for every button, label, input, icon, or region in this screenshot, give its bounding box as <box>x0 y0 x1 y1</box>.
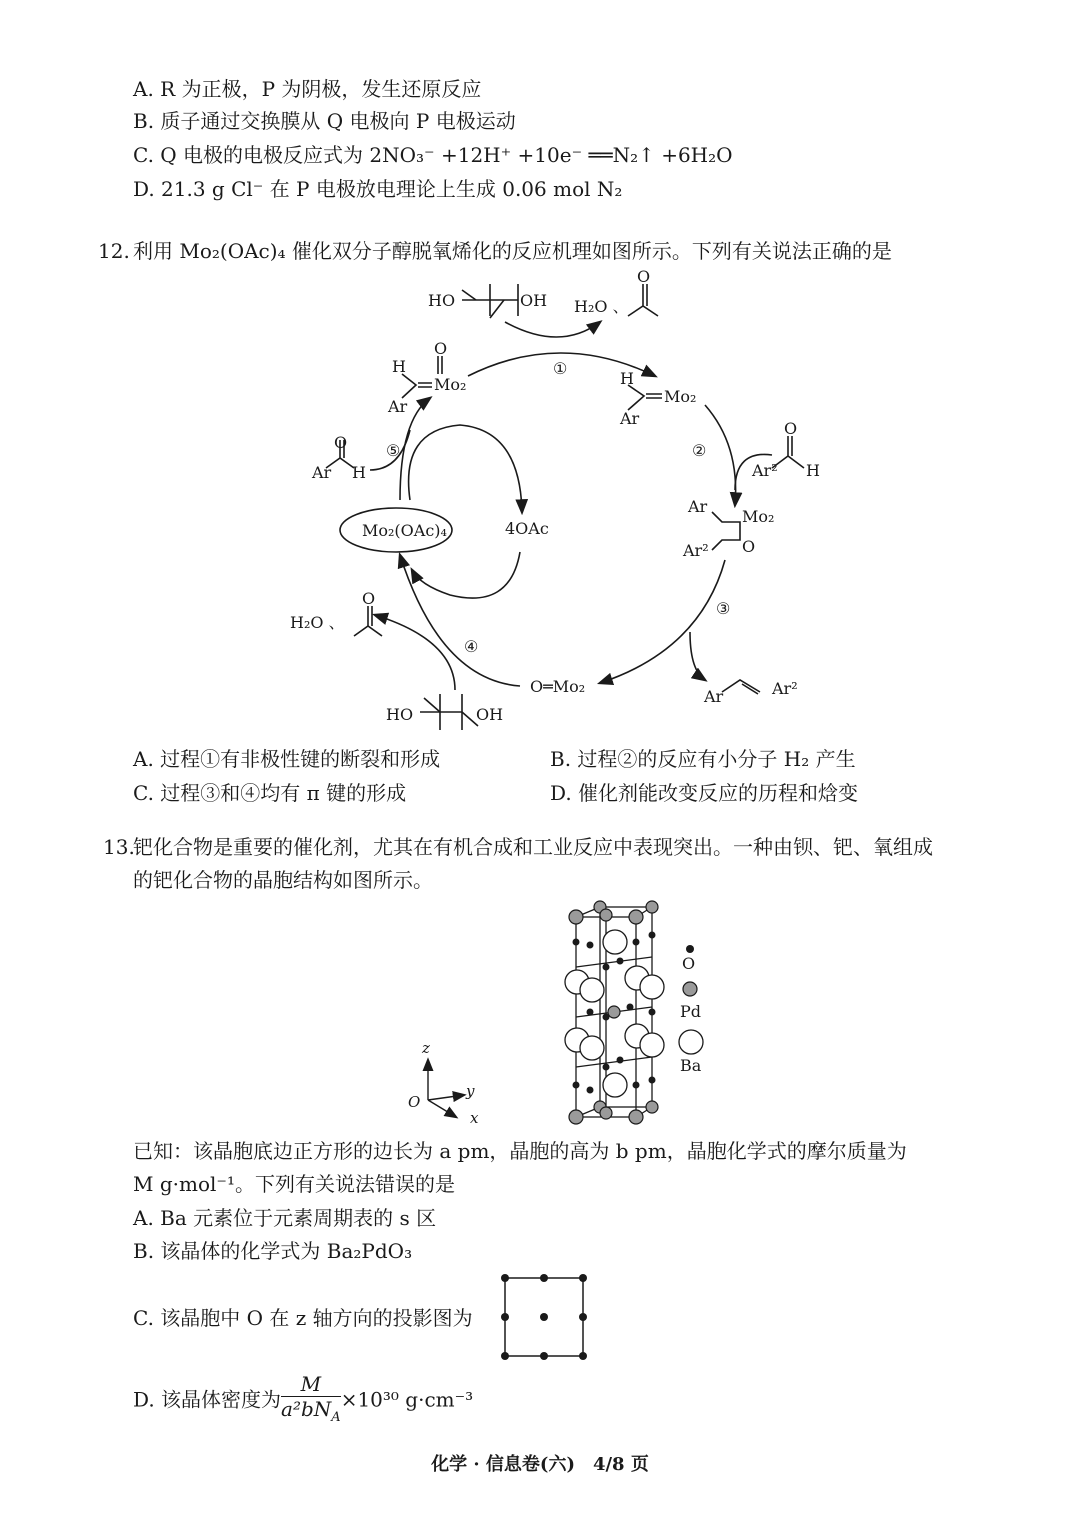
legend-pd: Pd <box>680 1002 702 1021</box>
o-left-carbene: O <box>434 339 448 358</box>
step-4: ④ <box>464 637 479 656</box>
ar-right-carbene: Ar <box>620 409 640 428</box>
q13-number: 13. <box>103 835 135 859</box>
mo2-left-carbene: Mo₂ <box>434 375 467 394</box>
h-right-carbene: H <box>620 369 634 388</box>
mo2-right-carbene: Mo₂ <box>664 387 697 406</box>
q12-option-c: C. 过程③和④均有 π 键的形成 <box>133 781 407 805</box>
crystal-cell-diagram <box>390 895 730 1130</box>
q11-option-d: D. 21.3 g Cl⁻ 在 P 电极放电理论上生成 0.06 mol N₂ <box>133 177 623 201</box>
step-5: ⑤ <box>386 441 401 460</box>
density-denominator-sub: A <box>331 1410 341 1425</box>
arc-oac-release <box>409 425 522 512</box>
page-footer: 化学 · 信息卷(六) 4/8 页 <box>431 1454 649 1475</box>
mo2-metallacycle: Mo₂ <box>742 507 775 526</box>
q13-option-a: A. Ba 元素位于元素周期表的 s 区 <box>133 1206 437 1230</box>
h-aldehyde-left: H <box>352 463 366 482</box>
h2o-left: H₂O 、 <box>290 613 345 632</box>
arrow-byproducts-top <box>505 322 600 337</box>
ar2-metallacycle: Ar² <box>683 541 709 560</box>
axis-origin: O <box>408 1093 421 1111</box>
o-acetone-left: O <box>362 589 376 608</box>
density-denominator-main: a²bN <box>281 1397 332 1421</box>
mechanism-diagram <box>0 260 1080 740</box>
o-metallacycle: O <box>742 537 756 556</box>
density-fraction <box>281 1372 341 1430</box>
catalyst-label: Mo₂(OAc)₄ <box>362 521 447 540</box>
axis-y: y <box>466 1082 475 1100</box>
q13-option-c: C. 该晶胞中 O 在 z 轴方向的投影图为 <box>133 1306 473 1330</box>
axis-x: x <box>470 1109 479 1127</box>
ho-top: HO <box>428 291 456 310</box>
step-2: ② <box>692 441 707 460</box>
q12-option-b: B. 过程②的反应有小分子 H₂ 产生 <box>550 747 856 771</box>
q12-number: 12. <box>98 239 130 263</box>
o-aldehyde-left: O <box>334 433 348 452</box>
legend-ba: Ba <box>680 1056 702 1075</box>
o-mo2-label: O═Mo₂ <box>530 677 586 696</box>
oh-bottom: OH <box>476 705 504 724</box>
o-acetone-top: O <box>637 267 651 286</box>
arc-oac-return <box>412 552 520 598</box>
step-3: ③ <box>716 599 731 618</box>
ar2-aldehyde-right: Ar² <box>752 461 778 480</box>
q11-option-a: A. R 为正极，P 为阴极，发生还原反应 <box>133 77 482 101</box>
oac-label: 4OAc <box>505 519 549 538</box>
arc-step2 <box>705 405 736 505</box>
ar-alkene: Ar <box>704 687 724 706</box>
legend-o: O <box>682 954 696 973</box>
ho-bottom: HO <box>386 705 414 724</box>
q11-option-c: C. Q 电极的电极反应式为 2NO₃⁻ +12H⁺ +10e⁻ ══N₂↑ +6H₂O <box>133 143 733 167</box>
q11-option-b: B. 质子通过交换膜从 Q 电极向 P 电极运动 <box>133 109 516 133</box>
q13-option-d <box>133 1372 473 1430</box>
q12-option-d: D. 催化剂能改变反应的历程和焓变 <box>550 781 859 805</box>
arrow-alkene-out <box>690 632 705 680</box>
ar-metallacycle: Ar <box>688 497 708 516</box>
density-numerator: M <box>281 1372 341 1397</box>
arc-step3 <box>600 560 725 683</box>
q13-known-line1: 已知：该晶胞底边正方形的边长为 a pm，晶胞的高为 b pm，晶胞化学式的摩尔质量为 <box>133 1139 907 1163</box>
q13-option-d-prefix: D. 该晶体密度为 <box>133 1387 282 1412</box>
ar-aldehyde-left: Ar <box>312 463 332 482</box>
q12-stem: 利用 Mo₂(OAc)₄ 催化双分子醇脱氧烯化的反应机理如图所示。下列有关说法正确的是 <box>133 239 892 263</box>
oh-top: OH <box>520 291 548 310</box>
axis-z: z <box>422 1039 430 1057</box>
h-aldehyde-right: H <box>806 461 820 480</box>
q12-option-a: A. 过程①有非极性键的断裂和形成 <box>133 747 441 771</box>
ar2-alkene: Ar² <box>772 679 798 698</box>
q13-stem-line2: 的钯化合物的晶胞结构如图所示。 <box>133 868 433 892</box>
q13-option-d-suffix: ×10³⁰ g·cm⁻³ <box>340 1387 474 1412</box>
q13-option-b: B. 该晶体的化学式为 Ba₂PdO₃ <box>133 1239 413 1263</box>
arrow-byproducts-left <box>375 615 455 690</box>
o-aldehyde-right: O <box>784 419 798 438</box>
arc-step4 <box>400 555 520 686</box>
ar-left-carbene: Ar <box>388 397 408 416</box>
h-left-carbene: H <box>392 357 406 376</box>
h2o-top: H₂O 、 <box>574 297 629 316</box>
q13-known-line2: M g·mol⁻¹。下列有关说法错误的是 <box>133 1172 455 1196</box>
step-1: ① <box>553 359 568 378</box>
q13-stem-line1: 钯化合物是重要的催化剂，尤其在有机合成和工业反应中表现突出。一种由钡、钯、氧组成 <box>133 835 933 859</box>
o-projection-figure <box>498 1270 590 1362</box>
density-denominator <box>281 1397 341 1430</box>
